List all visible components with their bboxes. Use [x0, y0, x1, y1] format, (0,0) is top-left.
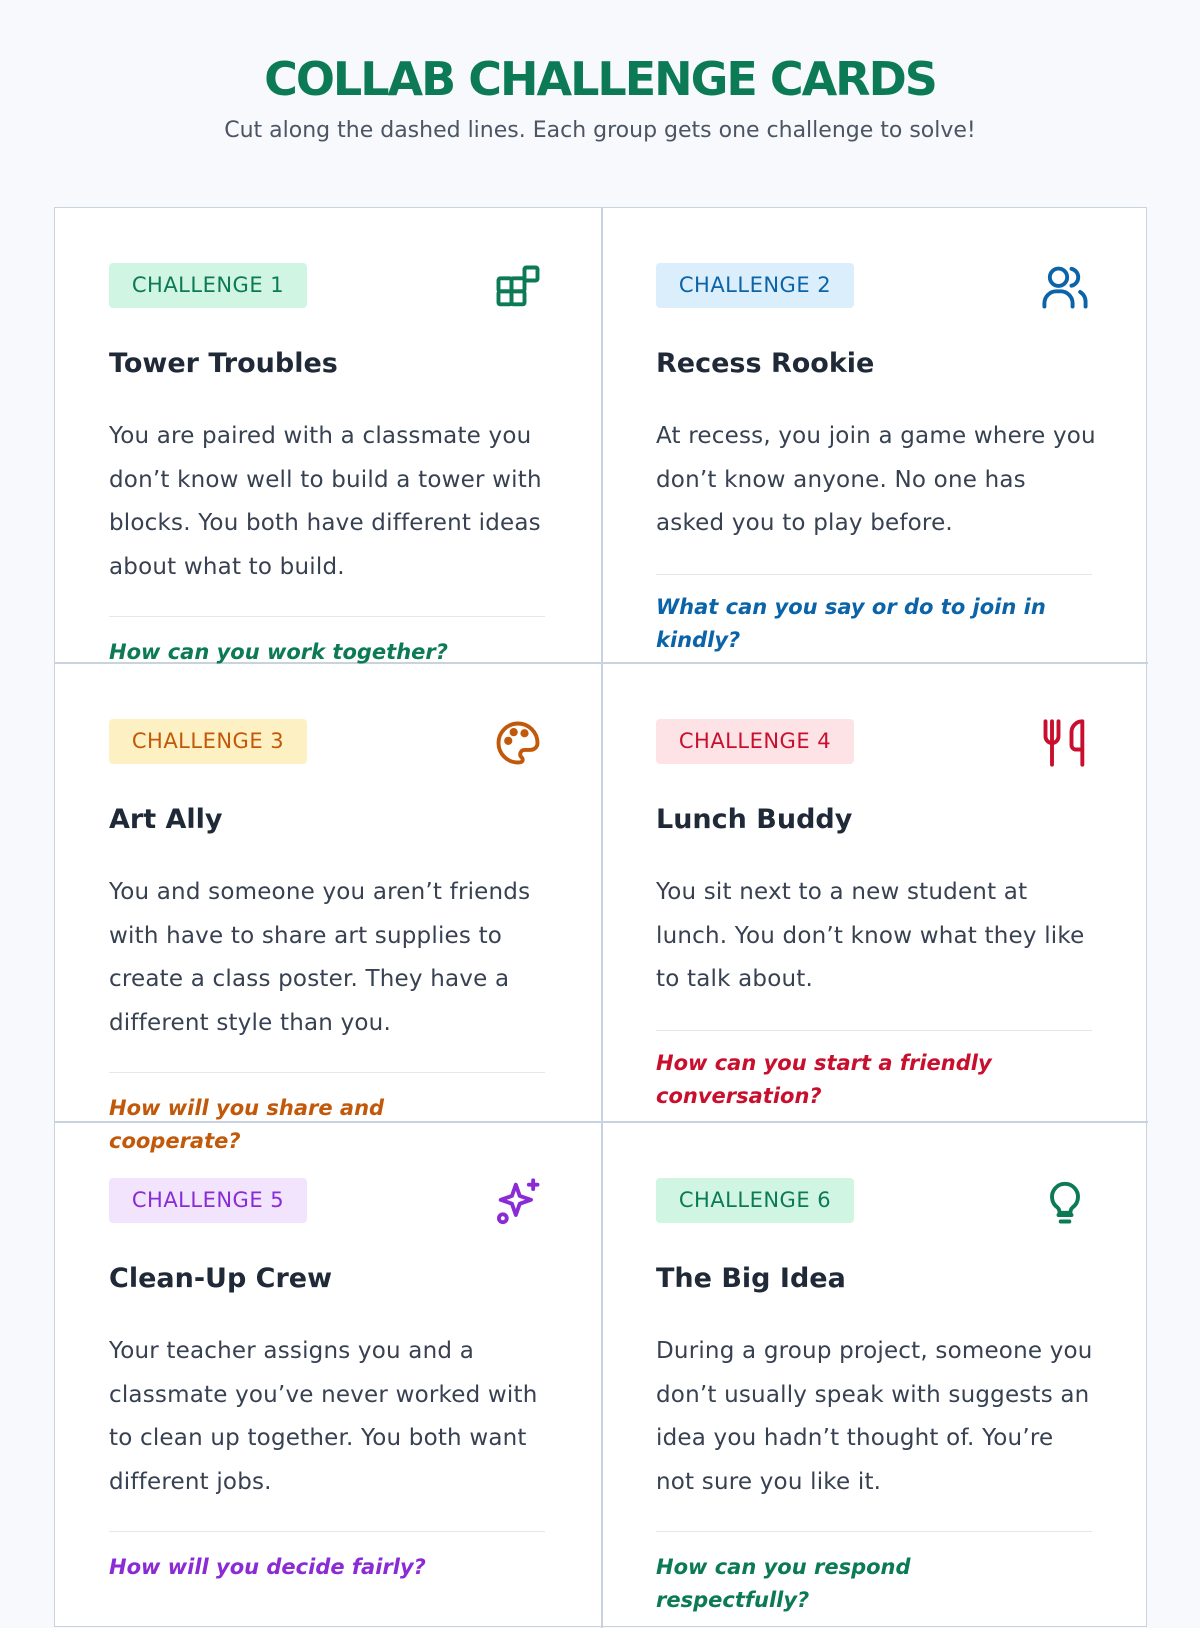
challenge-badge: CHALLENGE 6: [656, 1178, 854, 1223]
page-title: COLLAB CHALLENGE CARDS: [264, 52, 936, 106]
challenge-card-5: [55, 1123, 601, 1591]
card-description: During a group project, someone you don’t usually speak with suggests an idea you hadn’t thought of. You’re not sure you like it.: [656, 1338, 1093, 1495]
card-divider: [109, 1072, 545, 1073]
lightbulb-icon: [1039, 1176, 1091, 1228]
card-prompt: How can you respond respectfully?: [656, 1555, 911, 1612]
card-description: Your teacher assigns you and a classmate you’ve never worked with to clean up together. You both want different jobs.: [109, 1338, 538, 1495]
card-title: Clean-Up Crew: [109, 1263, 333, 1294]
card-description: You are paired with a classmate you don’t know well to build a tower with blocks. You both have different ideas about what to build.: [109, 423, 542, 580]
card-divider: [109, 1531, 545, 1532]
card-description: At recess, you join a game where you don’t know anyone. No one has asked you to play before.: [656, 423, 1096, 536]
card-grid: [54, 207, 1147, 1627]
challenge-card-4: [602, 664, 1148, 1132]
blocks-icon: [492, 261, 544, 313]
card-title: Lunch Buddy: [656, 804, 853, 835]
card-prompt: What can you say or do to join in kindly?: [656, 595, 1046, 652]
card-divider: [656, 574, 1092, 575]
card-prompt: How will you share and cooperate?: [109, 1096, 385, 1153]
card-title: Tower Troubles: [109, 348, 338, 379]
challenge-badge: CHALLENGE 3: [109, 719, 307, 764]
card-title: Recess Rookie: [656, 348, 875, 379]
challenge-badge: CHALLENGE 2: [656, 263, 854, 308]
card-prompt: How will you decide fairly?: [109, 1555, 426, 1579]
challenge-card-6: [602, 1123, 1148, 1612]
card-divider: [656, 1030, 1092, 1031]
card-prompt: How can you work together?: [109, 640, 448, 664]
users-icon: [1039, 261, 1091, 313]
card-description: You and someone you aren’t friends with have to share art supplies to create a class poster. They have a different style than you.: [109, 879, 531, 1036]
sparkles-icon: [492, 1176, 544, 1228]
card-prompt: How can you start a friendly conversation?: [656, 1051, 992, 1108]
challenge-card-3: [55, 664, 601, 1153]
challenge-badge: CHALLENGE 4: [656, 719, 854, 764]
challenge-card-2: [602, 208, 1148, 676]
card-divider: [109, 616, 545, 617]
utensils-icon: [1039, 717, 1091, 769]
card-description: You sit next to a new student at lunch. You don’t know what they like to talk about.: [656, 879, 1085, 992]
card-divider: [656, 1531, 1092, 1532]
page-subtitle: Cut along the dashed lines. Each group gets one challenge to solve!: [224, 118, 976, 143]
challenge-card-1: [55, 208, 601, 676]
palette-icon: [492, 717, 544, 769]
challenge-badge: CHALLENGE 1: [109, 263, 307, 308]
card-title: The Big Idea: [656, 1263, 846, 1294]
card-title: Art Ally: [109, 804, 223, 835]
challenge-badge: CHALLENGE 5: [109, 1178, 307, 1223]
